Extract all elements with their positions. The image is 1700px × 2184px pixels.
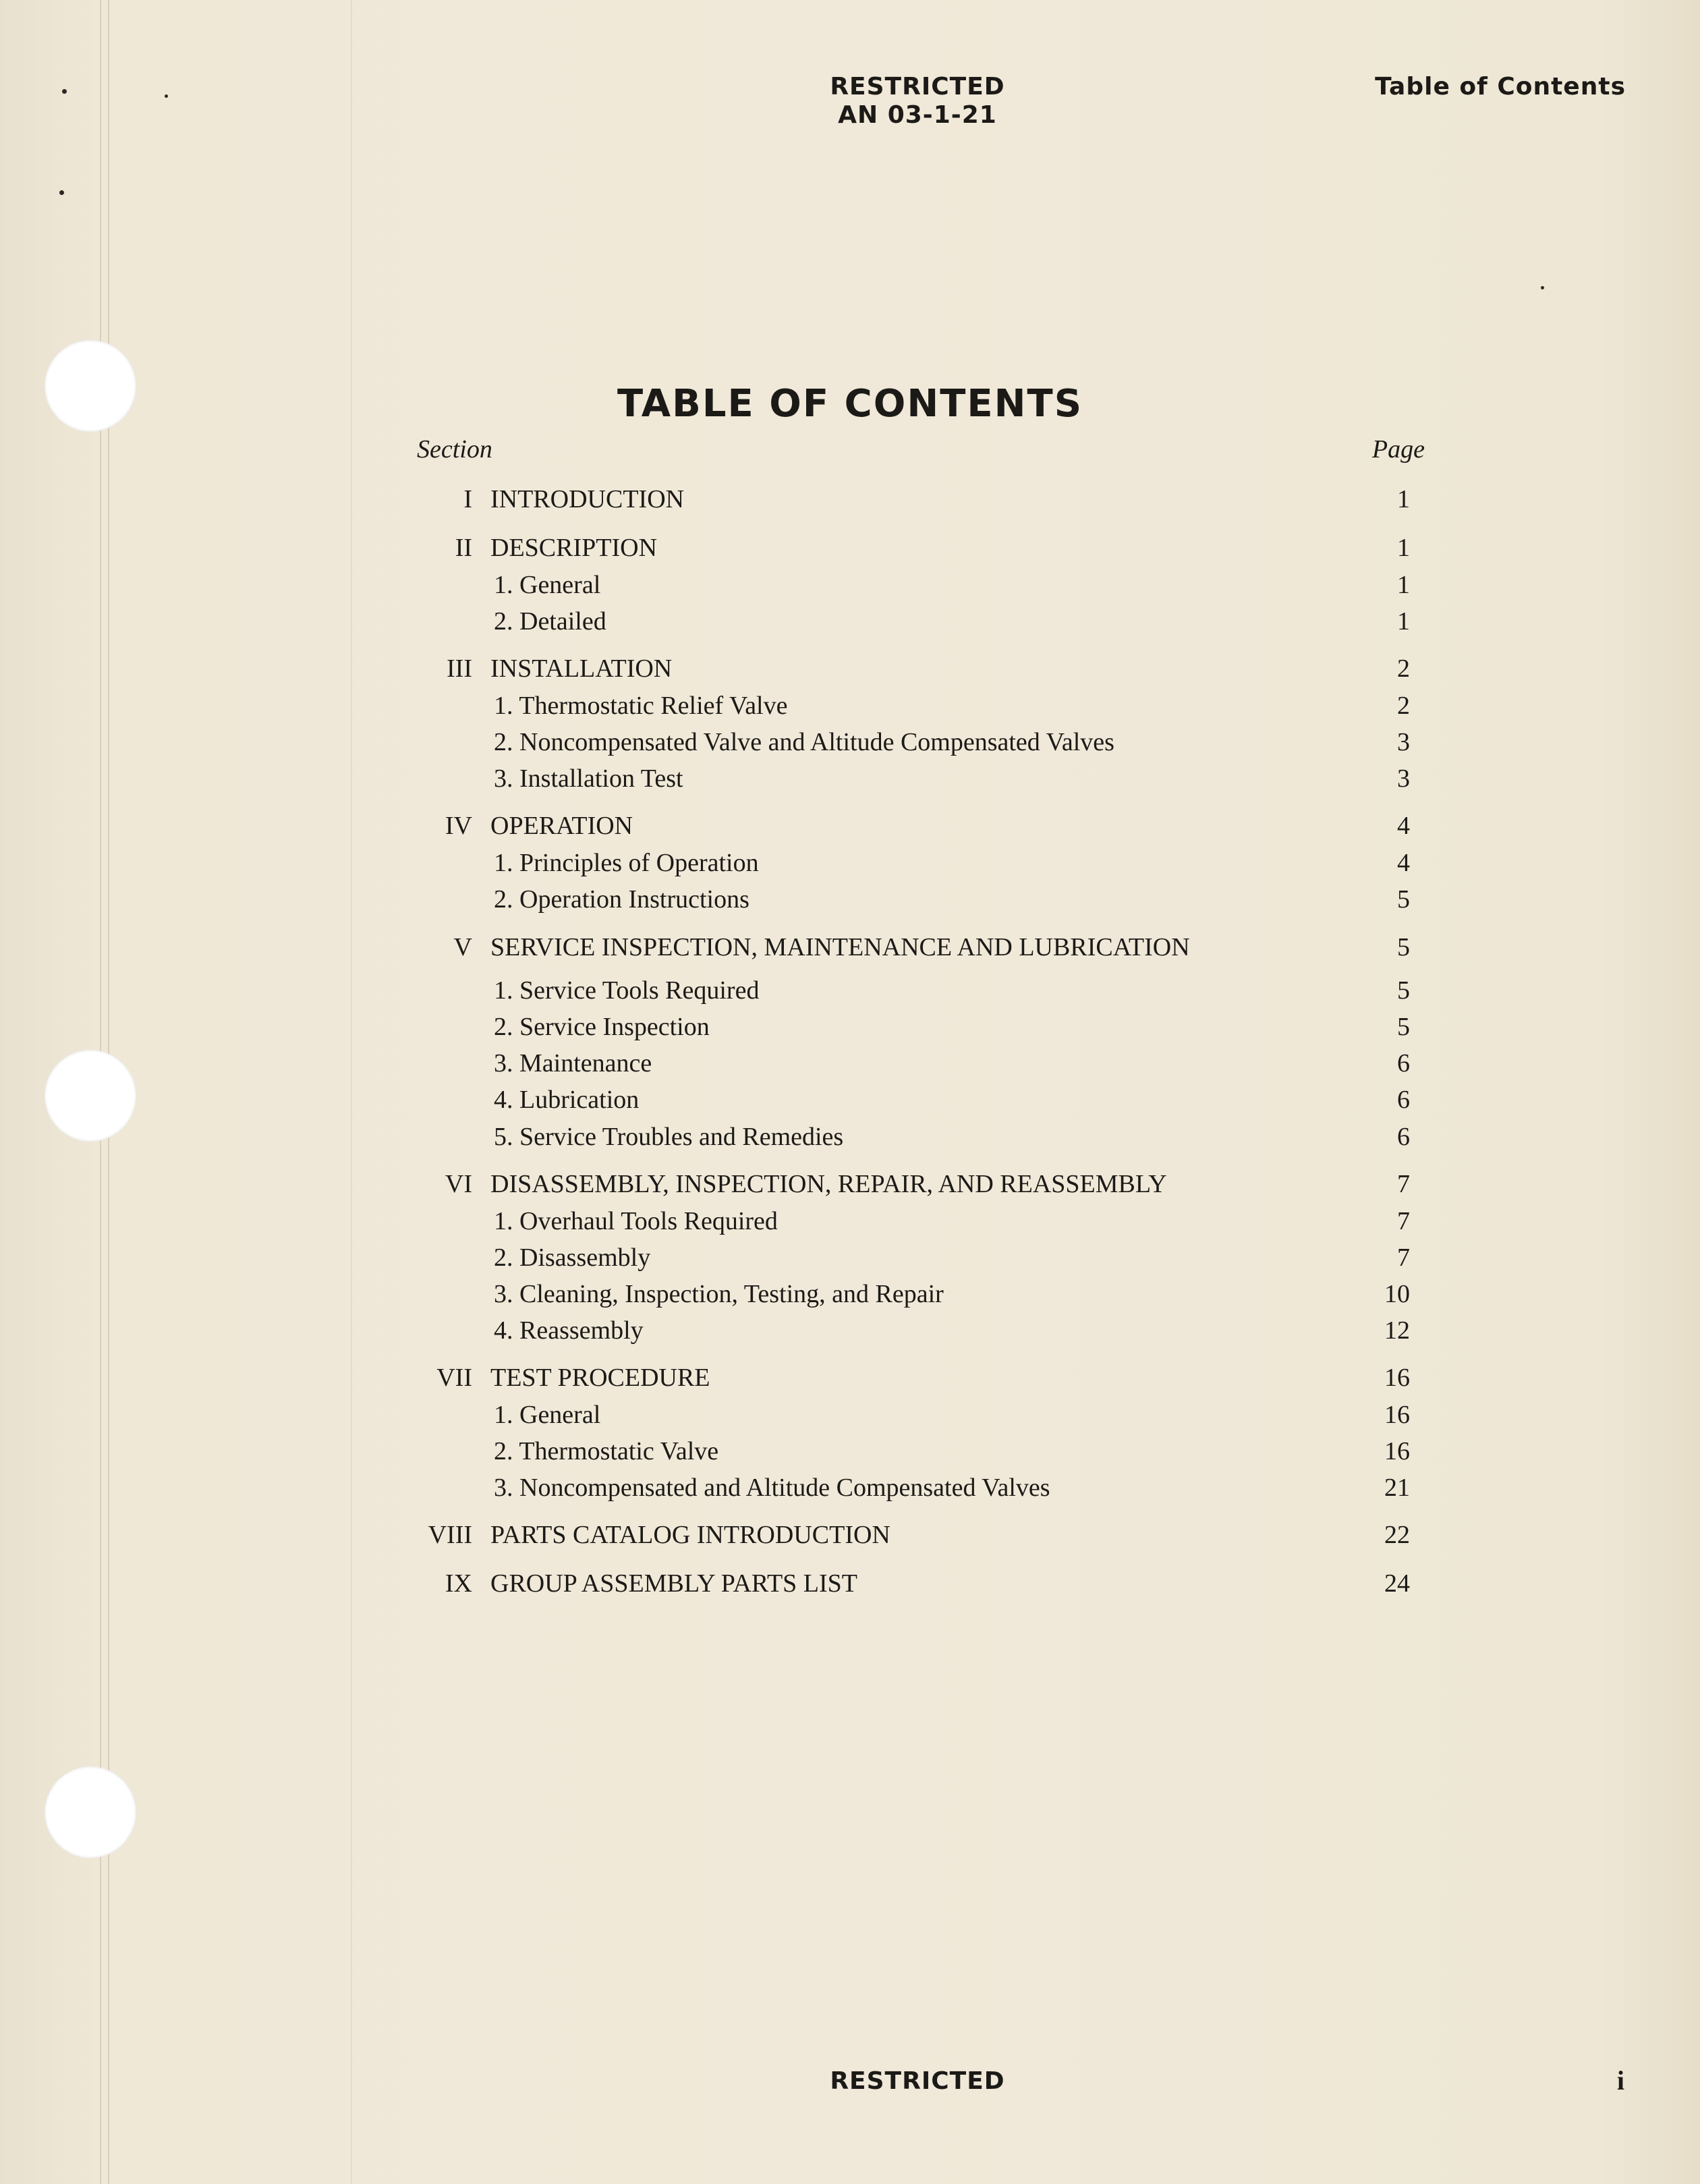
toc-section-number: V [453, 933, 472, 961]
toc-dot-leader [656, 1314, 1368, 1347]
toc-subentry [0, 1120, 1700, 1154]
toc-dot-leader [722, 1361, 1368, 1395]
column-header-page: Page [1371, 435, 1425, 464]
toc-entry-label: 2. Detailed [494, 607, 606, 636]
toc-page-number: 24 [1384, 1569, 1410, 1598]
toc-entry-label: 1. Principles of Operation [494, 849, 759, 877]
header-doc-number: AN 03-1-21 [838, 101, 997, 129]
toc-section-number: II [455, 534, 472, 562]
toc-page-number: 16 [1384, 1401, 1410, 1429]
toc-subentry [0, 1204, 1700, 1238]
toc-page-number: 16 [1384, 1437, 1410, 1465]
toc-dot-leader [651, 1083, 1368, 1117]
toc-entry-label: 3. Installation Test [494, 764, 683, 793]
toc-subentry [0, 568, 1700, 602]
toc-entry-label: 1. General [494, 571, 601, 599]
toc-subentry [0, 1010, 1700, 1044]
toc-entry-label: 4. Reassembly [494, 1316, 644, 1345]
toc-entry-label: 1. Thermostatic Relief Valve [494, 692, 788, 720]
toc-page-number: 4 [1397, 812, 1410, 840]
toc-entry-label: OPERATION [490, 812, 633, 840]
toc-subentry [0, 1277, 1700, 1311]
toc-subentry [0, 846, 1700, 880]
toc-page-number: 5 [1397, 976, 1410, 1005]
toc-dot-leader [1202, 930, 1368, 964]
toc-page-number: 1 [1397, 534, 1410, 562]
toc-subentry [0, 1314, 1700, 1347]
toc-dot-leader [799, 689, 1368, 723]
toc-subentry [0, 974, 1700, 1007]
toc-section-number: VI [445, 1170, 472, 1198]
toc-entry [0, 1518, 1700, 1552]
toc-page-number: 3 [1397, 728, 1410, 756]
toc-page-number: 7 [1397, 1243, 1410, 1272]
toc-dot-leader [664, 1046, 1368, 1080]
toc-entry-label: INSTALLATION [490, 654, 673, 683]
toc-entry-label: 2. Disassembly [494, 1243, 651, 1272]
toc-dot-leader [771, 974, 1368, 1007]
toc-dot-leader [771, 846, 1368, 880]
toc-dot-leader [696, 762, 1368, 795]
toc-entry-label: 2. Noncompensated Valve and Altitude Compensated Valves [494, 728, 1114, 756]
toc-entry-label: 5. Service Troubles and Remedies [494, 1123, 844, 1151]
toc-dot-leader [790, 1204, 1368, 1238]
footer-classification: RESTRICTED [830, 2067, 1005, 2095]
toc-entry [0, 1167, 1700, 1201]
toc-subentry [0, 883, 1700, 916]
punch-hole-bottom [45, 1766, 136, 1858]
toc-entry-label: DESCRIPTION [490, 534, 658, 562]
toc-entry-label: INTRODUCTION [490, 485, 685, 513]
toc-page-number: 21 [1384, 1474, 1410, 1502]
toc-entry-label: 3. Maintenance [494, 1049, 652, 1077]
toc-page-number: 3 [1397, 764, 1410, 793]
toc-section-number: IV [445, 812, 472, 840]
toc-entry-label: GROUP ASSEMBLY PARTS LIST [490, 1569, 858, 1598]
toc-dot-leader [669, 531, 1368, 565]
toc-subentry [0, 1083, 1700, 1117]
toc-page-number: 12 [1384, 1316, 1410, 1345]
toc-entry-label: 1. Service Tools Required [494, 976, 760, 1005]
paper-speck [62, 89, 67, 94]
toc-page-number: 5 [1397, 933, 1410, 961]
toc-page-number: 1 [1397, 607, 1410, 636]
toc-entry-label: DISASSEMBLY, INSPECTION, REPAIR, AND REASSEMBLY [490, 1170, 1167, 1198]
toc-entry [0, 809, 1700, 843]
toc-entry [0, 531, 1700, 565]
toc-entry [0, 1361, 1700, 1395]
toc-dot-leader [696, 482, 1368, 516]
toc-page-number: 7 [1397, 1207, 1410, 1235]
toc-entry-label: 2. Thermostatic Valve [494, 1437, 719, 1465]
toc-dot-leader [619, 605, 1368, 638]
page-folio: i [1616, 2065, 1624, 2096]
toc-dot-leader [903, 1518, 1368, 1552]
header-section-title: Table of Contents [1375, 73, 1626, 101]
toc-page-number: 5 [1397, 1013, 1410, 1041]
toc-subentry [0, 762, 1700, 795]
header-classification: RESTRICTED [830, 73, 1005, 101]
toc-page-number: 6 [1397, 1086, 1410, 1114]
toc-subentry [0, 1471, 1700, 1505]
toc-page-number: 1 [1397, 571, 1410, 599]
toc-page-number: 6 [1397, 1123, 1410, 1151]
toc-entry-label: 2. Operation Instructions [494, 885, 749, 914]
toc-subentry [0, 1434, 1700, 1468]
toc-entry-label: 3. Cleaning, Inspection, Testing, and Repair [494, 1280, 944, 1308]
toc-entry-label: 1. General [494, 1401, 601, 1429]
toc-entry-label: 3. Noncompensated and Altitude Compensated Valves [494, 1474, 1050, 1502]
toc-section-number: III [447, 654, 472, 683]
toc-dot-leader [1127, 725, 1368, 759]
toc-subentry [0, 605, 1700, 638]
toc-section-number: VII [436, 1364, 472, 1392]
toc-entry-label: TEST PROCEDURE [490, 1364, 710, 1392]
toc-subentry [0, 725, 1700, 759]
toc-section-number: VIII [428, 1521, 472, 1549]
paper-speck [59, 190, 64, 195]
toc-entry-label: 4. Lubrication [494, 1086, 640, 1114]
toc-dot-leader [1062, 1471, 1368, 1505]
toc-page-number: 5 [1397, 885, 1410, 914]
toc-subentry [0, 1398, 1700, 1432]
toc-page-number: 6 [1397, 1049, 1410, 1077]
toc-dot-leader [613, 1398, 1368, 1432]
toc-dot-leader [762, 883, 1368, 916]
toc-section-number: I [463, 485, 472, 513]
toc-subentry [0, 1241, 1700, 1275]
toc-entry [0, 1567, 1700, 1600]
toc-page-number: 7 [1397, 1170, 1410, 1198]
toc-dot-leader [662, 1241, 1368, 1275]
toc-entry-label: 2. Service Inspection [494, 1013, 710, 1041]
toc-subentry [0, 689, 1700, 723]
toc-entry-label: SERVICE INSPECTION, MAINTENANCE AND LUBRICATION [490, 933, 1190, 961]
paper-speck [165, 94, 168, 98]
toc-entry [0, 482, 1700, 516]
toc-page-number: 2 [1397, 692, 1410, 720]
toc-entry [0, 930, 1700, 964]
toc-dot-leader [870, 1567, 1368, 1600]
column-header-section: Section [417, 435, 492, 464]
toc-dot-leader [613, 568, 1368, 602]
toc-page-number: 4 [1397, 849, 1410, 877]
toc-subentry [0, 1046, 1700, 1080]
paper-speck [1541, 286, 1544, 289]
toc-dot-leader [722, 1010, 1368, 1044]
toc-dot-leader [684, 652, 1368, 685]
toc-dot-leader [855, 1120, 1368, 1154]
toc-entry-label: 1. Overhaul Tools Required [494, 1207, 778, 1235]
toc-section-number: IX [445, 1569, 472, 1598]
toc-dot-leader [645, 809, 1368, 843]
toc-entry [0, 652, 1700, 685]
page-title: TABLE OF CONTENTS [617, 382, 1083, 426]
toc-page-number: 1 [1397, 485, 1410, 513]
toc-dot-leader [1179, 1167, 1368, 1201]
toc-dot-leader [956, 1277, 1368, 1311]
toc-page-number: 16 [1384, 1364, 1410, 1392]
toc-page-number: 2 [1397, 654, 1410, 683]
toc-entry-label: PARTS CATALOG INTRODUCTION [490, 1521, 890, 1549]
toc-page-number: 22 [1384, 1521, 1410, 1549]
toc-dot-leader [731, 1434, 1368, 1468]
toc-page-number: 10 [1384, 1280, 1410, 1308]
